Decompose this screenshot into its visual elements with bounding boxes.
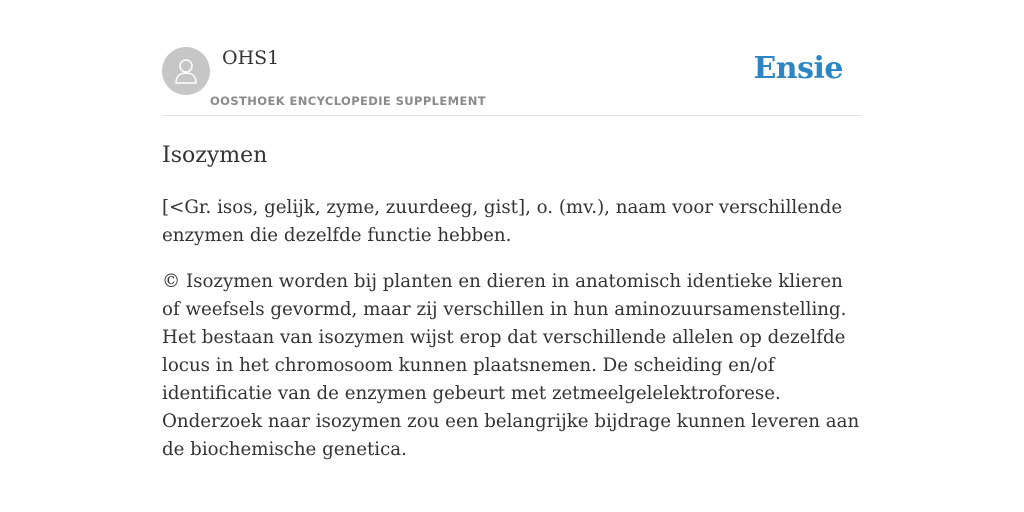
entry-title: Isozymen	[162, 143, 268, 168]
ensie-logo[interactable]: Ensie	[753, 51, 843, 86]
entry-page	[162, 47, 862, 464]
entry-definition: [<Gr. isos, gelijk, zyme, zuurdeeg, gist], o. (mv.), naam voor verschillende enzymen die dezelfde functie hebben.	[162, 197, 843, 246]
entry-description: © Isozymen worden bij planten en dieren in anatomisch identieke klieren of weefsels gevormd, maar zij verschillen in hun aminozuursamenstelling. Het bestaan van isozymen wijst erop dat verschillende allelen op dezelfde locus in het chromosoom kunnen plaatsnemen. De scheiding en/of identificatie van de enzymen gebeurt met zetmeelgelelektroforese. Onderzoek naar isozymen zou een belangrijke bijdrage kunnen leveren aan de biochemische genetica.	[162, 271, 860, 460]
source-name: OOSTHOEK ENCYCLOPEDIE SUPPLEMENT	[210, 94, 487, 108]
source-code-link[interactable]: OHS1	[222, 47, 280, 69]
user-icon	[171, 56, 201, 86]
avatar[interactable]	[162, 47, 210, 95]
entry-header	[162, 47, 862, 116]
